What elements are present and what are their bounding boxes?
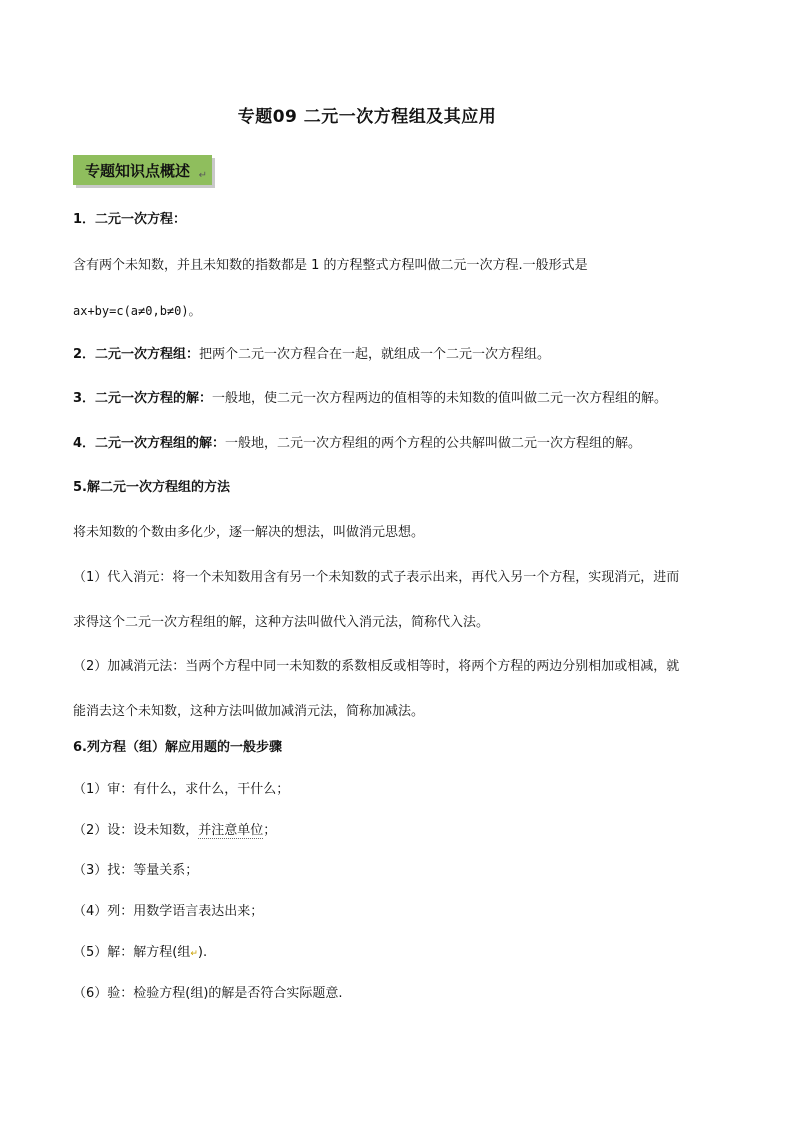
item6-heading: 6.列方程（组）解应用题的一般步骤 (73, 740, 282, 755)
item5-substitution-line1: （1）代入消元：将一个未知数用含有另一个未知数的式子表示出来，再代入另一个方程，实现消元，进而 (73, 570, 680, 585)
step-2-prefix: （2）设：设未知数， (73, 823, 199, 838)
page-title: 专题09 二元一次方程组及其应用 (237, 107, 497, 127)
step-5-suffix: ). (197, 945, 208, 960)
item2-text: 把两个二元一次方程合在一起，就组成一个二元一次方程组。 (199, 347, 551, 362)
step-5-prefix: （5）解：解方程(组 (73, 945, 191, 960)
item5-elimination-line2: 能消去这个未知数，这种方法叫做加减消元法，简称加减法。 (73, 704, 425, 719)
paragraph-return-icon: ↵ (198, 170, 208, 181)
item3-term: 3．二元一次方程的解： (73, 391, 213, 406)
item3-text: 一般地，使二元一次方程两边的值相等的未知数的值叫做二元一次方程组的解。 (212, 391, 668, 406)
item2-paragraph (73, 346, 550, 364)
step-4: （4）列：用数学语言表达出来； (73, 904, 264, 919)
item5-substitution-line2: 求得这个二元一次方程组的解，这种方法叫做代入消元法，简称代入法。 (73, 615, 490, 630)
step-3: （3）找：等量关系； (73, 863, 199, 878)
section-badge (73, 155, 212, 185)
item5-intro: 将未知数的个数由多化少，逐一解决的想法，叫做消元思想。 (73, 525, 425, 540)
step-5 (73, 944, 207, 963)
item1-formula: ax+by=c(a≠0,b≠0)。 (73, 304, 201, 318)
step-5-return-icon: ↵ (190, 949, 198, 959)
step-2-marked-text: 并注意单位 (198, 823, 264, 838)
item4-term: 4．二元一次方程组的解： (73, 436, 226, 451)
item4-text: 一般地，二元一次方程组的两个方程的公共解叫做二元一次方程组的解。 (225, 436, 642, 451)
step-1: （1）审：有什么，求什么，干什么； (73, 782, 290, 797)
item4-paragraph (73, 435, 641, 453)
step-6: （6）验：检验方程(组)的解是否符合实际题意. (73, 986, 343, 1001)
item5-heading: 5.解二元一次方程组的方法 (73, 480, 230, 495)
item1-definition: 含有两个未知数，并且未知数的指数都是 1 的方程整式方程叫做二元一次方程.一般形式是 (73, 258, 588, 273)
item5-elimination-line1: （2）加减消元法：当两个方程中同一未知数的系数相反或相等时，将两个方程的两边分别相加或相减，就 (73, 659, 680, 674)
step-2 (73, 822, 276, 840)
step-2-suffix: ； (263, 823, 277, 838)
item2-term: 2．二元一次方程组： (73, 347, 200, 362)
section-badge-label: 专题知识点概述 (85, 161, 191, 180)
item1-heading: 1．二元一次方程： (73, 212, 187, 227)
item3-paragraph (73, 390, 667, 408)
